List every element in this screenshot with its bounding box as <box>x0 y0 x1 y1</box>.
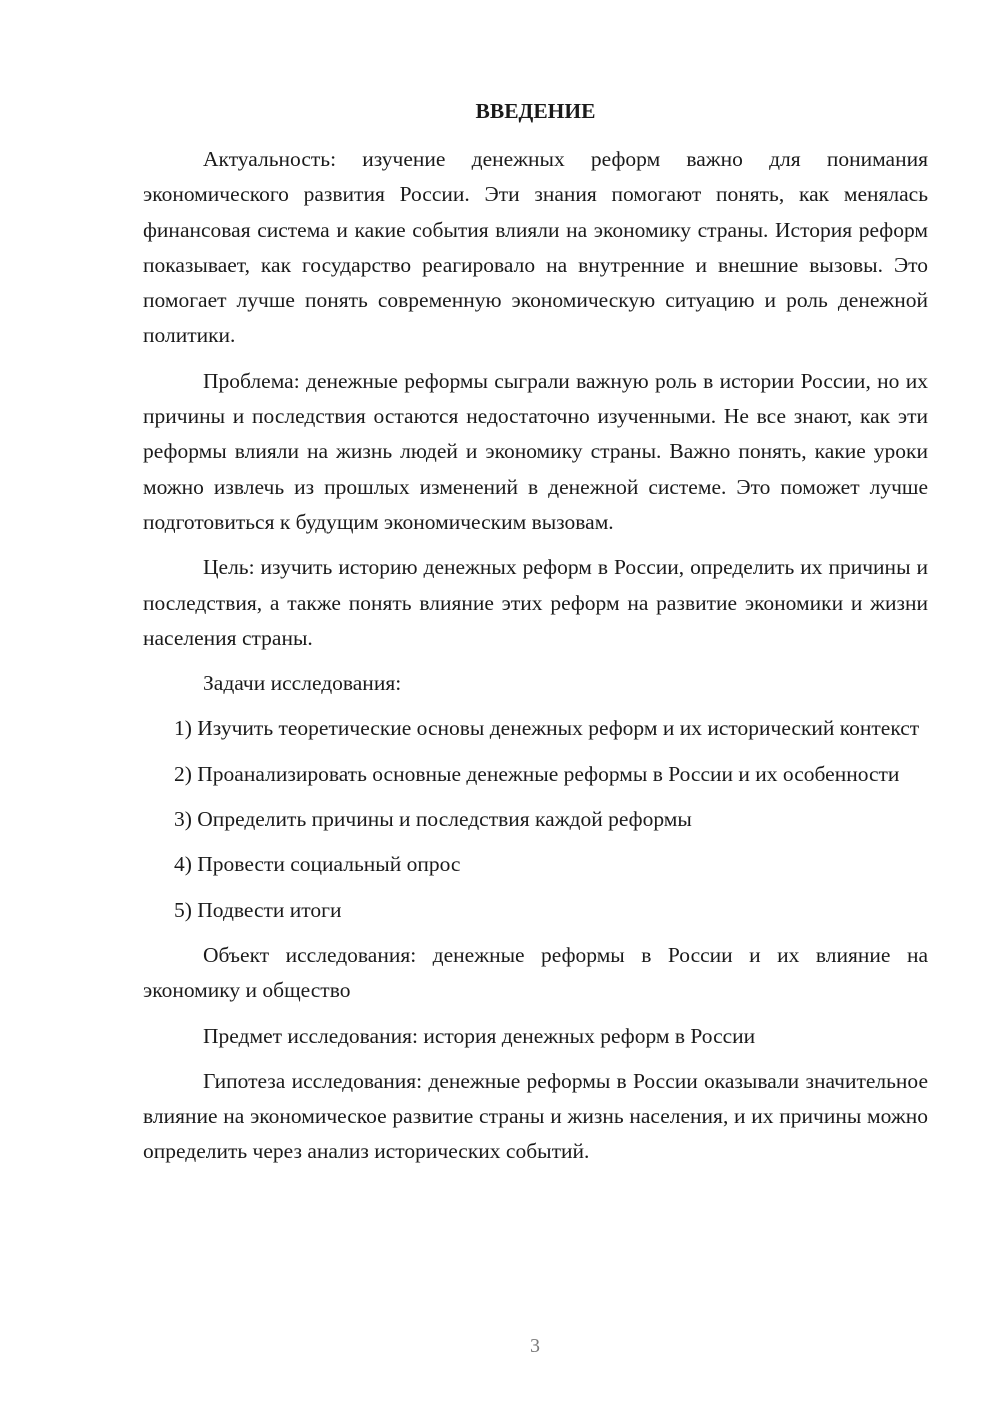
section-heading: ВВЕДЕНИЕ <box>475 99 596 123</box>
goal-paragraph: Цель: изучить историю денежных реформ в России, определить их причины и последствия, а также понять влияние этих реформ на развитие экономики и жизни населения страны. <box>143 555 928 650</box>
problem-paragraph: Проблема: денежные реформы сыграли важную роль в истории России, но их причины и последствия остаются недостаточно изученными. Не все знают, как эти реформы влияли на жизнь людей и экономику страны. Важно понять, какие уроки можно извлечь из прошлых изменений в денежной системе. Это поможет лучше подготовиться к будущим экономическим вызовам. <box>143 368 928 534</box>
relevance-paragraph: Актуальность: изучение денежных реформ важно для понимания экономического развития России. Эти знания помогают понять, как менялась финансовая система и какие события влияли на экономику страны. История реформ показывает, как государство реагировало на внутренние и внешние вызовы. Это помогает лучше понять современную экономическую ситуацию и роль денежной политики. <box>143 147 928 348</box>
task-item-5: 5) Подвести итоги <box>174 897 342 922</box>
task-item-2: 2) Проанализировать основные денежные реформы в России и их особенности <box>174 761 900 786</box>
tasks-title: Задачи исследования: <box>203 671 402 696</box>
page-number: 3 <box>530 1335 540 1357</box>
subject-paragraph: Предмет исследования: история денежных реформ в России <box>203 1023 756 1048</box>
task-item-3: 3) Определить причины и последствия каждой реформы <box>174 807 692 832</box>
task-item-4: 4) Провести социальный опрос <box>174 852 461 877</box>
task-item-1: 1) Изучить теоретические основы денежных реформ и их исторический контекст <box>174 716 920 741</box>
object-paragraph: Объект исследования: денежные реформы в России и их влияние на экономику и общество <box>143 942 928 1003</box>
document-page <box>143 96 928 1180</box>
hypothesis-paragraph: Гипотеза исследования: денежные реформы в России оказывали значительное влияние на экономическое развитие страны и жизнь населения, и их причины можно определить через анализ исторических событий. <box>143 1068 928 1164</box>
